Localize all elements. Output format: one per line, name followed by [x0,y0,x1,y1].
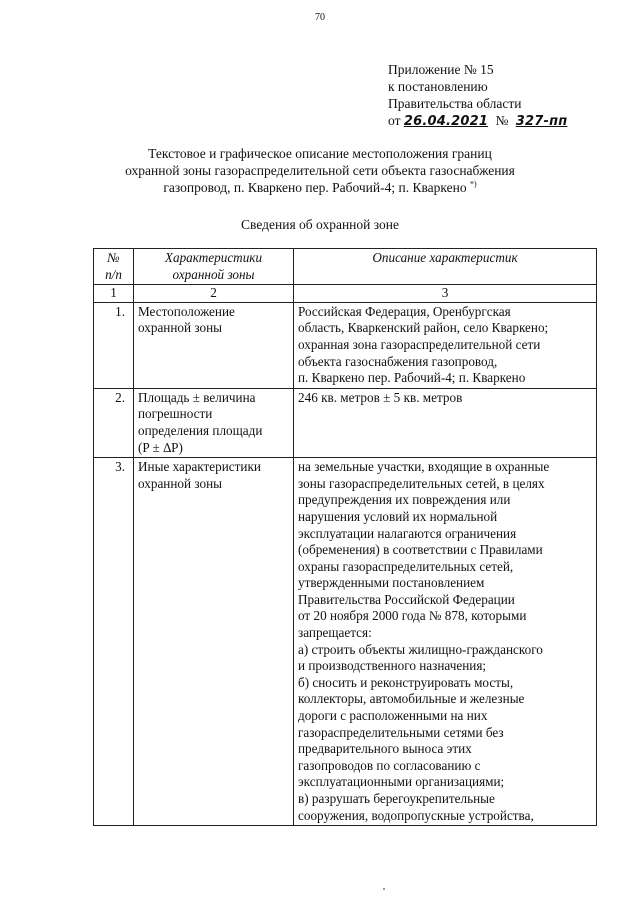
footnote-mark: *) [469,179,477,189]
header-characteristics-line-1: Характеристики [164,250,263,265]
appendix-number-label: № [495,113,509,128]
appendix-number: 327-пп [515,114,568,129]
header-num-line-1: № [107,250,120,265]
description-line: предупреждения их повреждения или [298,492,511,508]
row-number: 2. [94,388,134,457]
description-line: и производственного назначения; [298,658,487,674]
description-line: охранная зона газораспределительной сети [298,336,541,352]
table-row [94,458,597,826]
zone-info-table [93,248,597,826]
appendix-to-resolution: к постановлению [388,79,488,94]
header-num [94,249,134,285]
row-characteristic [134,458,294,826]
description-line: сооружения, водопропускные устройства, [298,807,534,823]
characteristic-line: Площадь ± величина [138,389,256,405]
description-line: утвержденными постановлением [298,575,485,591]
table-row [94,388,597,457]
description-line: Российская Федерация, Оренбургская [298,303,511,319]
description-line: газопроводов по согласованию с [298,757,481,773]
description-line: (обременения) в соответствии с Правилами [298,542,543,558]
description-line: коллекторы, автомобильные и железные [298,691,525,707]
description-line: нарушения условий их нормальной [298,508,498,524]
row-characteristic [134,302,294,388]
description-line: Правительства Российской Федерации [298,591,515,607]
characteristic-line: (P ± ∆P) [138,439,183,455]
characteristic-line: охранной зоны [138,320,223,336]
row-description [294,458,597,826]
title-line-1: Текстовое и графическое описание местоположения границ [148,146,492,161]
table-header-row [94,249,597,285]
characteristic-line: погрешности [138,406,213,422]
column-number-1: 1 [94,285,134,303]
description-line: эксплуатационными организациями; [298,774,505,790]
row-description [294,302,597,388]
row-number: 1. [94,302,134,388]
description-line: а) строить объекты жилищно-гражданского [298,641,543,657]
title-line-2: охранной зоны газораспределительной сети объекта газоснабжения [125,163,515,178]
description-line: запрещается: [298,625,372,641]
description-line: объекта газоснабжения газопровод, [298,353,498,369]
description-line: эксплуатации налагаются ограничения [298,525,517,541]
title-line-3 [70,179,570,196]
appendix-date: 26.04.2021 [403,114,489,129]
scan-artifact-dot [383,888,385,890]
appendix-block [388,61,628,130]
appendix-from-label: от [388,113,401,128]
description-line: в) разрушать берегоукрепительные [298,791,495,806]
description-line: область, Кваркенский район, село Кваркено; [298,320,549,336]
document-title [70,145,570,196]
header-num-line-2: п/п [105,266,122,282]
column-number-row [94,285,597,303]
description-line: 246 кв. метров ± 5 кв. метров [298,389,463,405]
header-characteristics-line-2: охранной зоны [172,266,255,282]
description-line: от 20 ноября 2000 года № 878, которыми [298,608,527,624]
description-line: предварительного выноса этих [298,741,472,757]
header-characteristics [134,249,294,285]
description-line: б) сносить и реконструировать мосты, [298,674,514,690]
column-number-3: 3 [294,285,597,303]
description-line: п. Кваркено пер. Рабочий-4; п. Кваркено [298,370,526,386]
appendix-government: Правительства области [388,96,522,111]
header-description: Описание характеристик [294,249,597,285]
description-line: дороги с расположенными на них [298,708,488,724]
description-line: на земельные участки, входящие в охранные [298,459,550,475]
appendix-title: Приложение № 15 [388,62,494,77]
characteristic-line: Местоположение [138,303,235,319]
description-line: охраны газораспределительных сетей, [298,558,514,574]
column-number-2: 2 [134,285,294,303]
section-subtitle: Сведения об охранной зоне [241,217,399,232]
characteristic-line: охранной зоны [138,475,223,491]
description-line: газораспределительными сетями без [298,724,504,740]
row-description [294,388,597,457]
characteristic-line: Иные характеристики [138,459,261,475]
page-number: 70 [315,12,325,23]
appendix-date-line [388,112,628,130]
row-number: 3. [94,458,134,826]
table-row [94,302,597,388]
title-line-3-text: газопровод, п. Кваркено пер. Рабочий-4; п. Кваркено [163,180,467,195]
row-characteristic [134,388,294,457]
description-line: зоны газораспределительных сетей, в целях [298,475,545,491]
characteristic-line: определения площади [138,422,263,438]
